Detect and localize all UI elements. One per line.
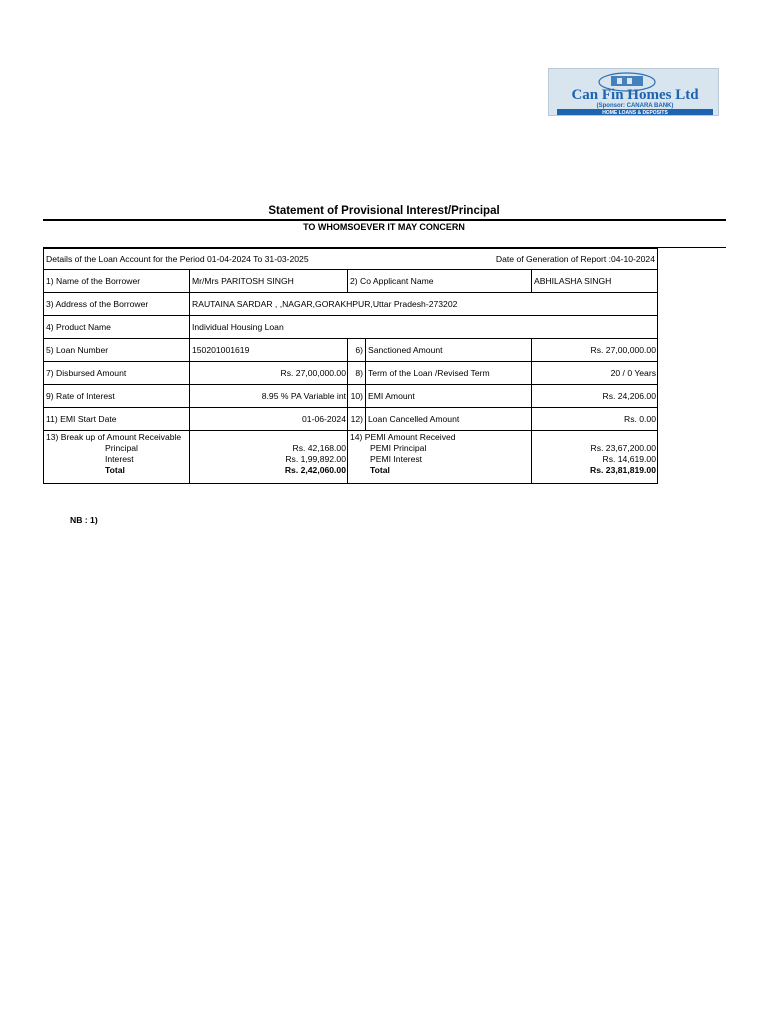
disbursed-value: Rs. 27,00,000.00 (190, 362, 348, 385)
loan-number-value: 150201001619 (190, 339, 348, 362)
period-cell (44, 249, 658, 270)
emi-value: Rs. 24,206.00 (532, 385, 658, 408)
pemi-total-value: Rs. 23,81,819.00 (590, 465, 656, 475)
statement-title: Statement of Provisional Interest/Principal (268, 205, 500, 217)
logo-tagline: HOME LOANS & DEPOSITS (602, 110, 668, 116)
product-value: Individual Housing Loan (190, 316, 658, 339)
logo-sponsor: (Sponsor: CANARA BANK) (596, 103, 674, 109)
borrower-value: Mr/Mrs PARITOSH SINGH (190, 270, 348, 293)
breakup-principal-value: Rs. 42,168.00 (292, 443, 346, 453)
address-label: 3) Address of the Borrower (44, 293, 190, 316)
breakup-interest-value: Rs. 1,99,892.00 (285, 454, 346, 464)
term-number: 8) (348, 362, 366, 385)
product-label: 4) Product Name (44, 316, 190, 339)
loan-details-table (43, 248, 658, 484)
pemi-label-cell (348, 431, 532, 484)
cancelled-number: 12) (348, 408, 366, 431)
breakup-values-cell (190, 431, 348, 484)
breakup-label-cell (44, 431, 190, 484)
table-row (44, 408, 658, 431)
emi-label: EMI Amount (366, 385, 532, 408)
table-row (44, 316, 658, 339)
term-label: Term of the Loan /Revised Term (366, 362, 532, 385)
sanctioned-number: 6) (348, 339, 366, 362)
coapplicant-value: ABHILASHA SINGH (532, 270, 658, 293)
table-row (44, 362, 658, 385)
emi-number: 10) (348, 385, 366, 408)
pemi-interest-value: Rs. 14,619.00 (602, 454, 656, 464)
term-value: 20 / 0 Years (532, 362, 658, 385)
breakup-label: 13) Break up of Amount Receivable (46, 432, 182, 442)
company-logo (548, 68, 719, 116)
title-divider (43, 219, 726, 221)
table-row (44, 339, 658, 362)
period-text: Details of the Loan Account for the Period 01-04-2024 To 31-03-2025 (46, 253, 309, 264)
address-value: RAUTAINA SARDAR , ,NAGAR,GORAKHPUR,Uttar Pradesh-273202 (190, 293, 658, 316)
borrower-label: 1) Name of the Borrower (44, 270, 190, 293)
table-row (44, 385, 658, 408)
logo-graphic (549, 69, 719, 116)
pemi-principal-label: PEMI Principal (370, 443, 427, 453)
rate-value: 8.95 % PA Variable int (190, 385, 348, 408)
sanctioned-value: Rs. 27,00,000.00 (532, 339, 658, 362)
emi-start-label: 11) EMI Start Date (44, 408, 190, 431)
pemi-principal-value: Rs. 23,67,200.00 (590, 443, 656, 453)
table-row (44, 270, 658, 293)
pemi-total-label: Total (370, 465, 390, 475)
pemi-interest-label: PEMI Interest (370, 454, 423, 464)
logo-name: Can Fin Homes Ltd (571, 87, 699, 103)
emi-start-value: 01-06-2024 (190, 408, 348, 431)
pemi-label: 14) PEMI Amount Received (350, 432, 456, 442)
breakup-interest-label: Interest (105, 454, 134, 464)
statement-subtitle: TO WHOMSOEVER IT MAY CONCERN (303, 222, 465, 232)
breakup-row (44, 431, 658, 484)
cancelled-value: Rs. 0.00 (532, 408, 658, 431)
table-row (44, 293, 658, 316)
sanctioned-label: Sanctioned Amount (366, 339, 532, 362)
table-header-row (44, 249, 658, 270)
loan-number-label: 5) Loan Number (44, 339, 190, 362)
breakup-total-label: Total (105, 465, 125, 475)
cancelled-label: Loan Cancelled Amount (366, 408, 532, 431)
breakup-total-value: Rs. 2,42,060.00 (284, 465, 346, 475)
rate-label: 9) Rate of Interest (44, 385, 190, 408)
coapplicant-label: 2) Co Applicant Name (348, 270, 532, 293)
disbursed-label: 7) Disbursed Amount (44, 362, 190, 385)
note: NB : 1) (70, 515, 98, 525)
generation-date: Date of Generation of Report :04-10-2024 (495, 253, 655, 264)
breakup-principal-label: Principal (105, 443, 138, 453)
pemi-values-cell (532, 431, 658, 484)
